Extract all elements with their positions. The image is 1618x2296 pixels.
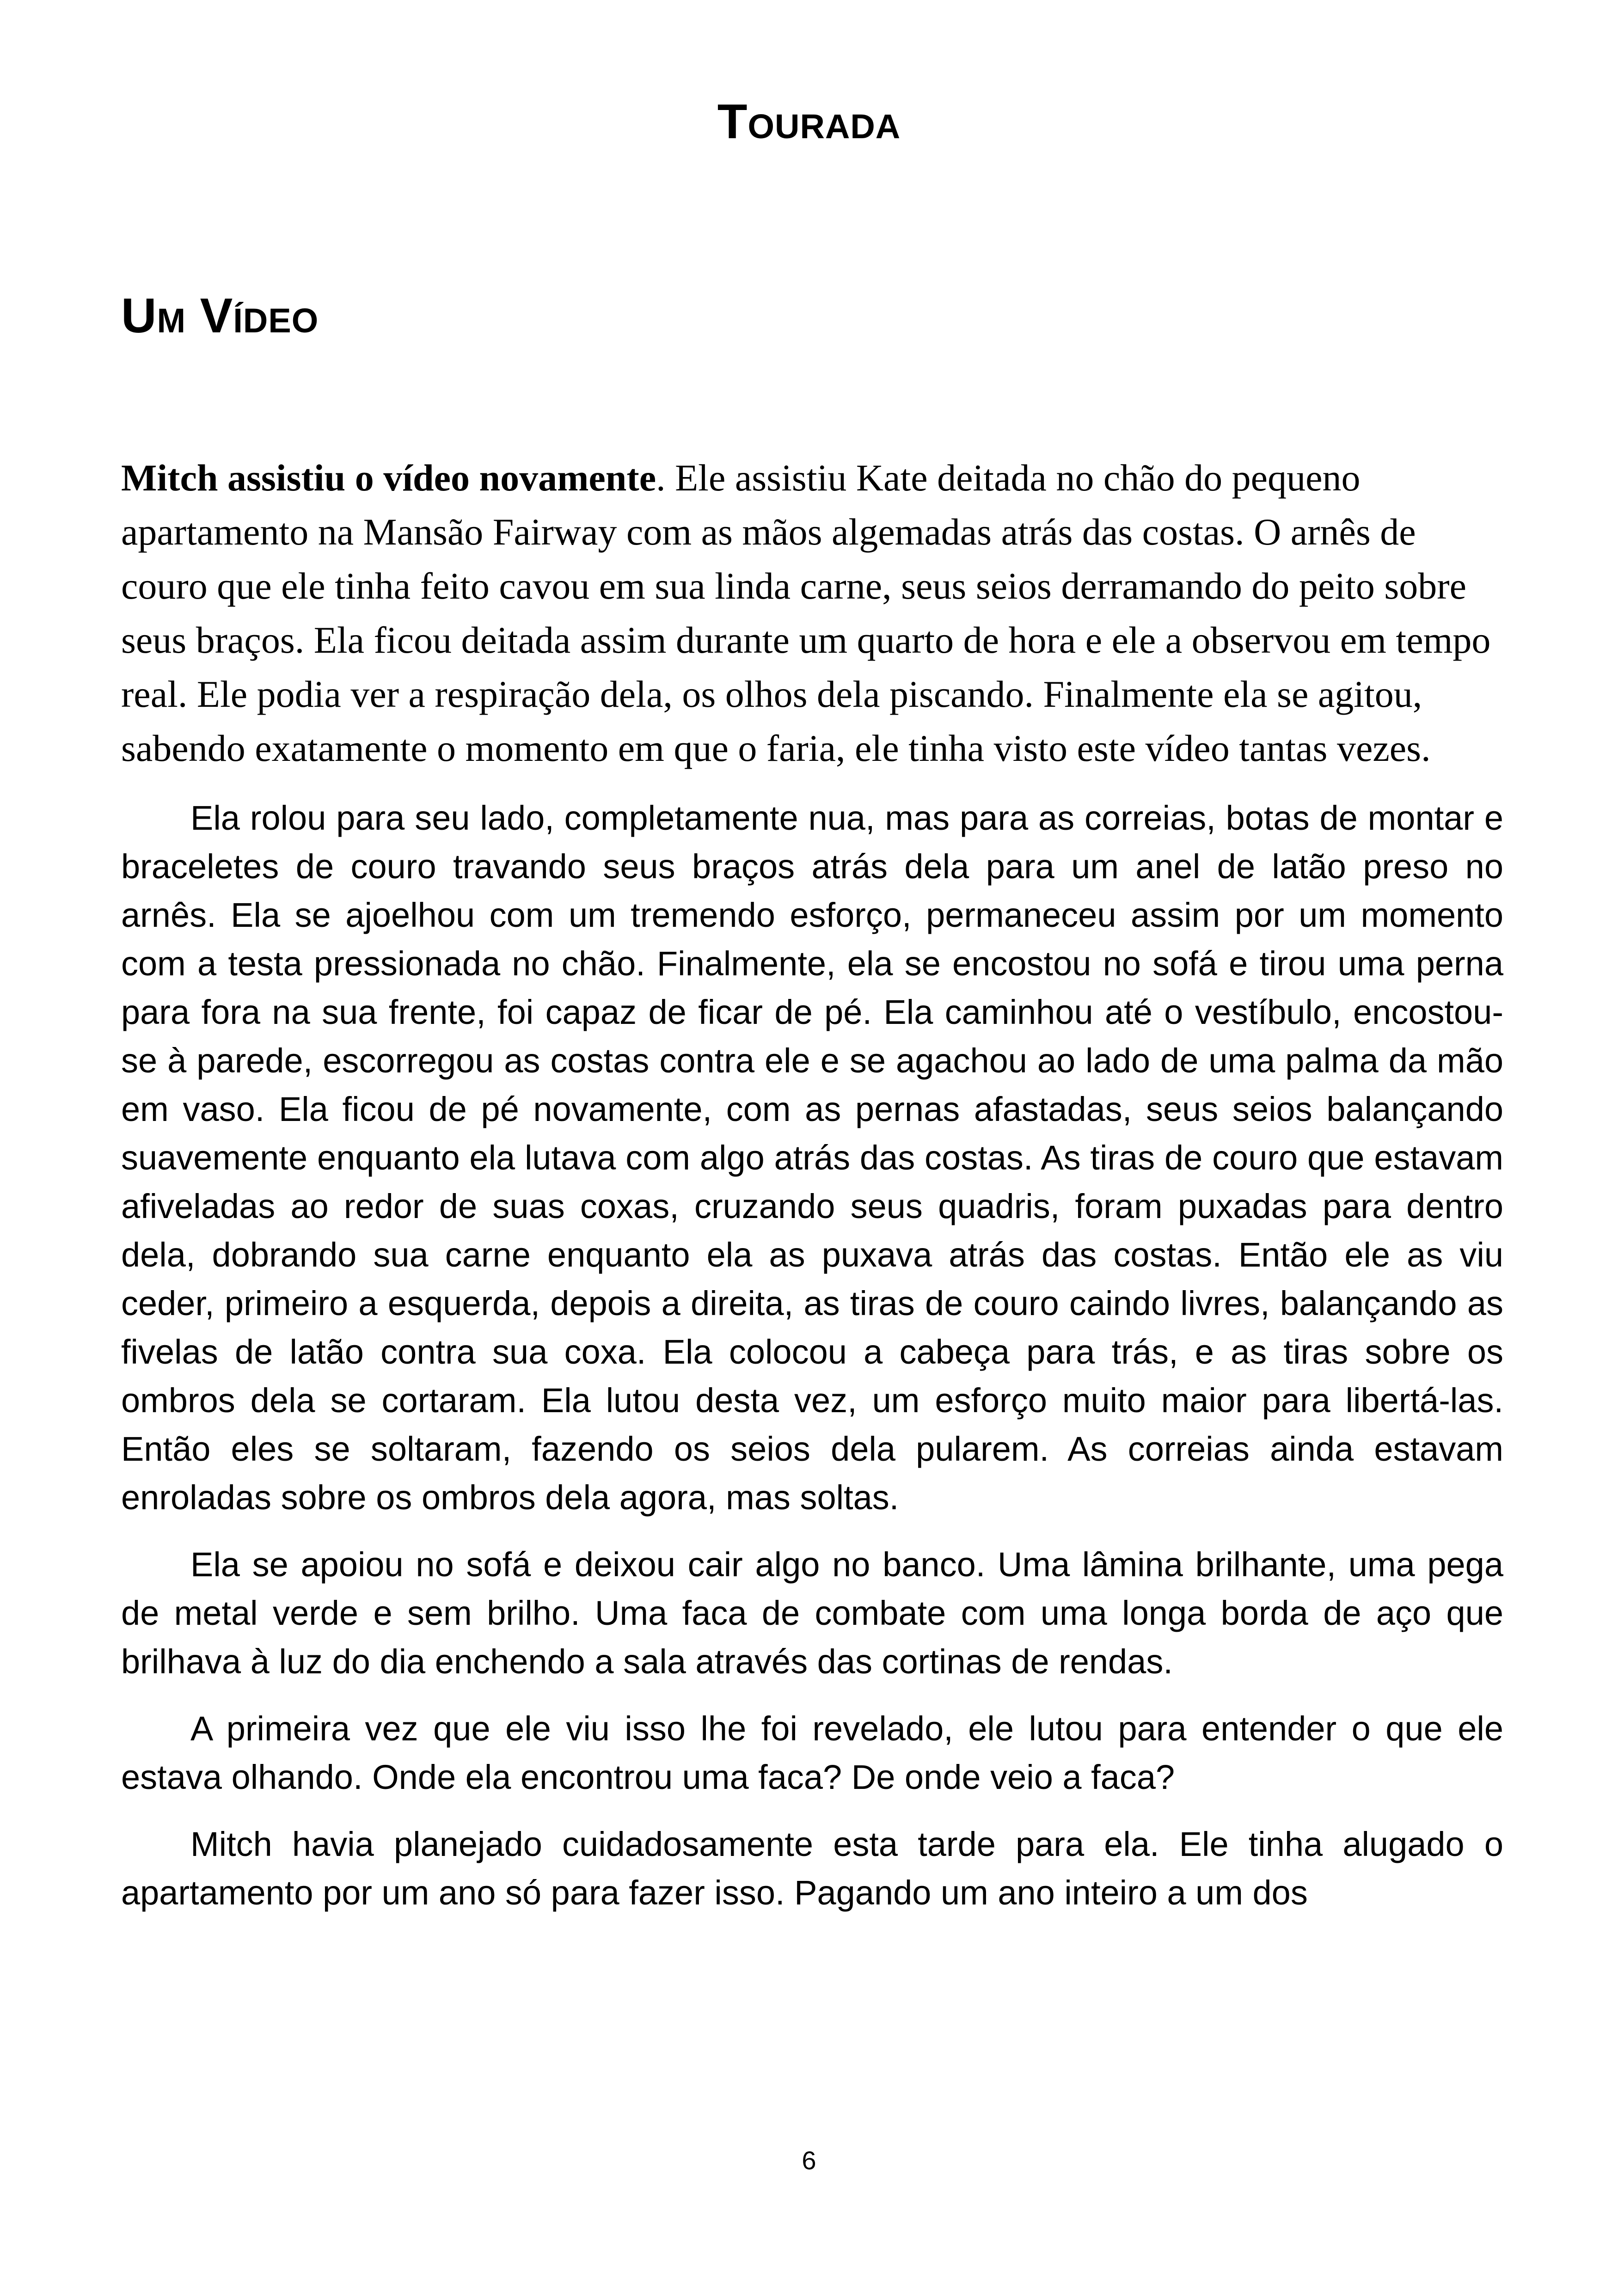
paragraph: Mitch havia planejado cuidadosamente esta tarde para ela. Ele tinha alugado o apartamento por um ano só para fazer isso. Pagando um ano inteiro a um dos (121, 1825, 1503, 1912)
page-number: 6 (802, 2146, 816, 2175)
opening-lead-phrase: Mitch assistiu o vídeo novamente (121, 457, 656, 499)
chapter-body (121, 451, 1503, 1935)
book-title: Tourada (717, 94, 901, 149)
paragraph: Ela se apoiou no sofá e deixou cair algo no banco. Uma lâmina brilhante, uma pega de metal verde e sem brilho. Uma faca de combate com uma longa borda de aço que brilhava à luz do dia enchendo a sala através das cortinas de rendas. (121, 1545, 1503, 1681)
opening-paragraph (121, 451, 1503, 775)
paragraph: Ela rolou para seu lado, completamente nua, mas para as correias, botas de montar e braceletes de couro travando seus braços atrás dela para um anel de latão preso no arnês. Ela se ajoelhou com um tremendo esforço, permaneceu assim por um momento com a testa pressionada no chão. Finalmente, ela se encostou no sofá e tirou uma perna para fora na sua frente, foi capaz de ficar de pé. Ela caminhou até o vestíbulo, encostou-se à parede, escorregou as costas contra ele e se agachou ao lado de uma palma da mão em vaso. Ela ficou de pé novamente, com as pernas afastadas, seus seios balançando suavemente enquanto ela lutava com algo atrás das costas. As tiras de couro que estavam afiveladas ao redor de suas coxas, cruzando seus quadris, foram puxadas para dentro dela, dobrando sua carne enquanto ela as puxava atrás das costas. Então ele as viu ceder, primeiro a esquerda, depois a direita, as tiras de couro caindo livres, balançando as fivelas de latão contra sua coxa. Ela colocou a cabeça para trás, e as tiras sobre os ombros dela se cortaram. Ela lutou desta vez, um esforço muito maior para libertá-las. Então eles se soltaram, fazendo os seios dela pularem. As correias ainda estavam enroladas sobre os ombros dela agora, mas soltas. (121, 799, 1503, 1517)
paragraph: A primeira vez que ele viu isso lhe foi revelado, ele lutou para entender o que ele estava olhando. Onde ela encontrou uma faca? De onde veio a faca? (121, 1709, 1503, 1796)
chapter-title: Um Vídeo (121, 288, 319, 343)
opening-paragraph-text: . Ele assistiu Kate deitada no chão do pequeno apartamento na Mansão Fairway com as mãos algemadas atrás das costas. O arnês de couro que ele tinha feito cavou em sua linda carne, seus seios derramando do peito sobre seus braços. Ela ficou deitada assim durante um quarto de hora e ele a observou em tempo real. Ele podia ver a respiração dela, os olhos dela piscando. Finalmente ela se agitou, sabendo exatamente o momento em que o faria, ele tinha visto este vídeo tantas vezes. (121, 457, 1491, 769)
